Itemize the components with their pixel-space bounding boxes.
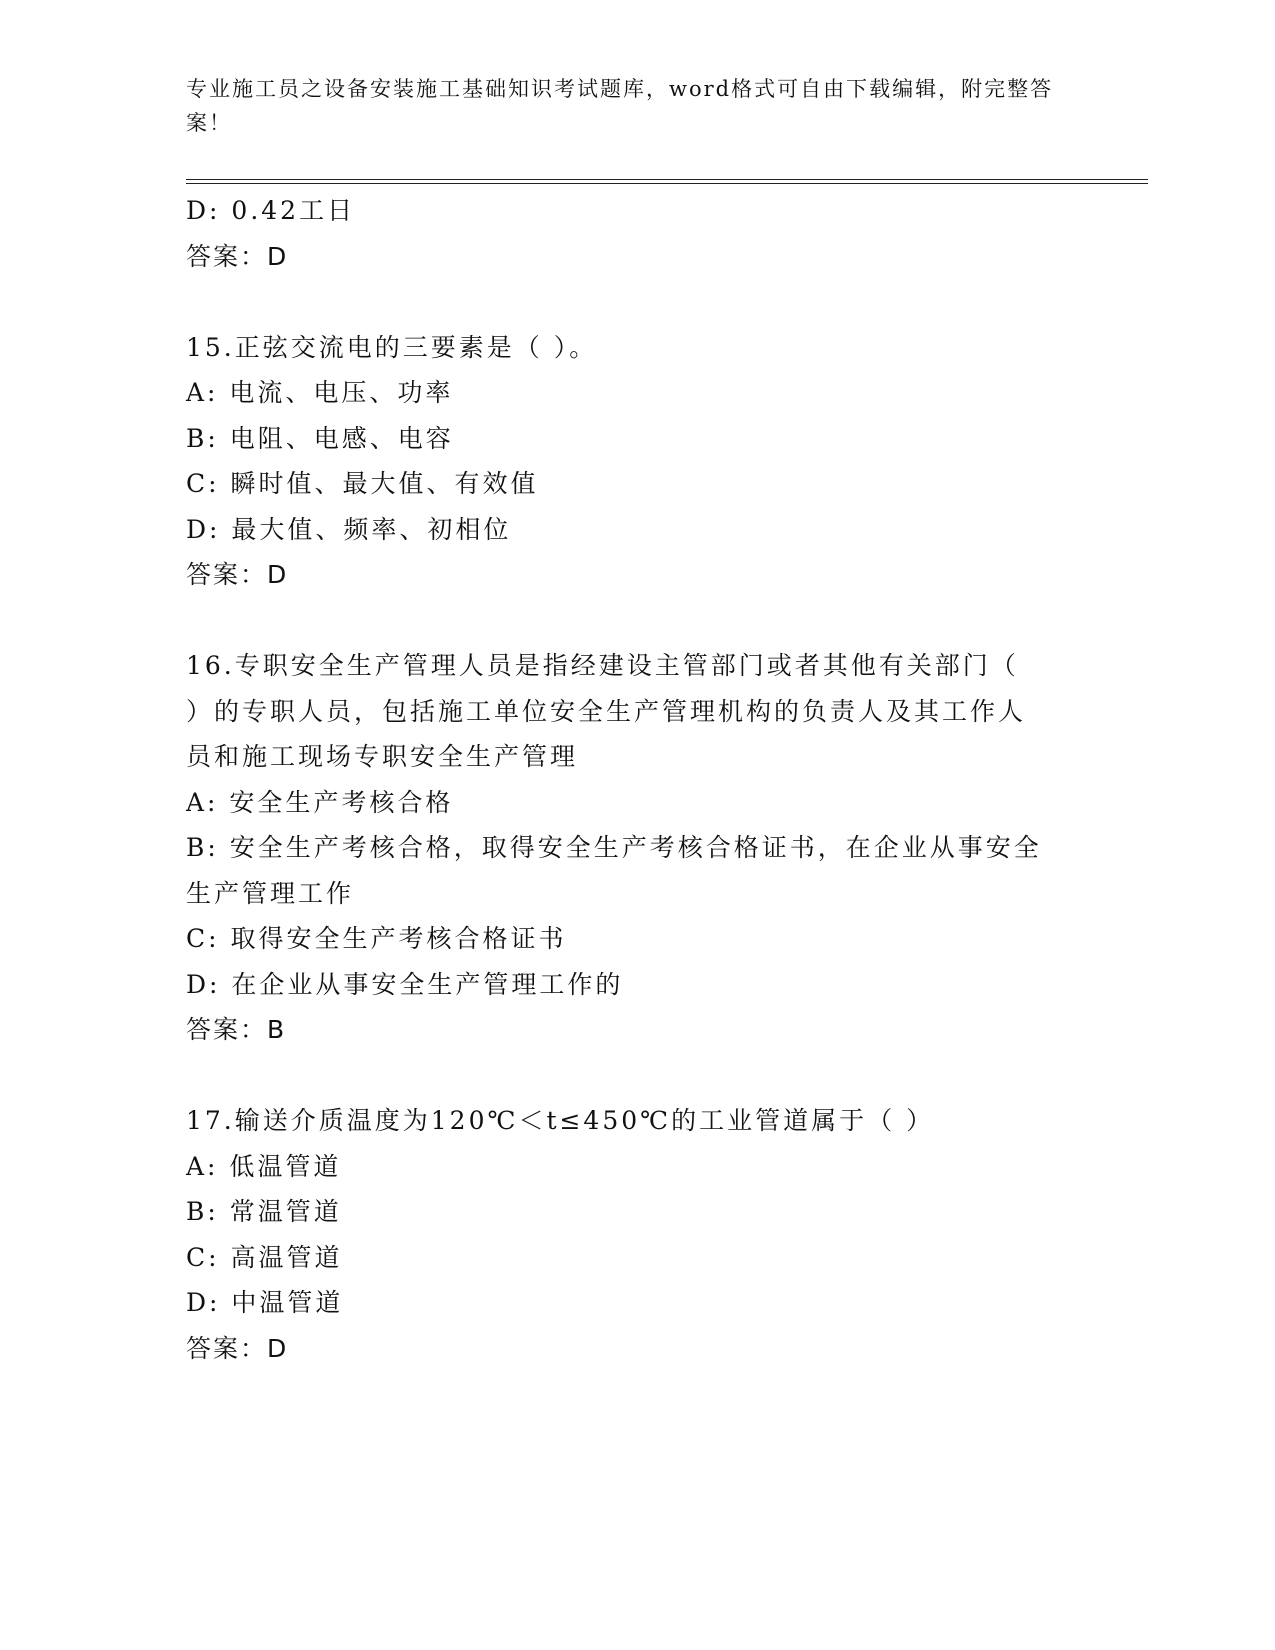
- question-16-stem-line-3: 员和施工现场专职安全生产管理: [186, 742, 579, 771]
- question-16-option-d: D: 在企业从事安全生产管理工作的: [186, 969, 624, 999]
- document-header: 专业施工员之设备安装施工基础知识考试题库，word格式可自由下载编辑，附完整答案！: [186, 77, 1054, 135]
- question-16-answer: 答案：B: [186, 1015, 287, 1044]
- answer-prev: 答案：D: [186, 241, 289, 271]
- spacer: [186, 1053, 1086, 1099]
- question-15-option-c: C: 瞬时值、最大值、有效值: [186, 469, 539, 498]
- header-divider-bottom: [186, 183, 1148, 184]
- question-16-stem-line-2: ）的专职人员，包括施工单位安全生产管理机构的负责人及其工作人: [186, 696, 1027, 726]
- question-15-stem: 15.正弦交流电的三要素是（ ）。: [186, 332, 598, 362]
- document-body: [186, 188, 1086, 1371]
- question-15-option-d: D: 最大值、频率、初相位: [186, 514, 512, 544]
- question-15-option-b: B: 电阻、电感、电容: [186, 423, 454, 453]
- spacer: [186, 598, 1086, 644]
- header-divider-top: [186, 179, 1148, 180]
- option-d-prev: D: 0.42工日: [186, 196, 356, 225]
- spacer: [186, 279, 1086, 325]
- question-16-stem-line-1: 16.专职安全生产管理人员是指经建设主管部门或者其他有关部门（: [186, 651, 1019, 680]
- question-16-option-c: C: 取得安全生产考核合格证书: [186, 924, 567, 953]
- question-17-option-b: B: 常温管道: [186, 1197, 342, 1226]
- question-16-option-b-line-2: 生产管理工作: [186, 878, 355, 908]
- question-17-option-a: A: 低温管道: [186, 1151, 342, 1181]
- question-16-option-b-line-1: B: 安全生产考核合格，取得安全生产考核合格证书，在企业从事安全: [186, 833, 1042, 862]
- question-16-option-a: A: 安全生产考核合格: [186, 787, 454, 817]
- question-15-answer: 答案：D: [186, 560, 289, 589]
- question-17-option-d: D: 中温管道: [186, 1288, 344, 1317]
- question-15-option-a: A: 电流、电压、功率: [186, 378, 454, 407]
- question-17-option-c: C: 高温管道: [186, 1242, 343, 1272]
- question-17-stem: 17.输送介质温度为120℃＜t≤450℃的工业管道属于（ ）: [186, 1106, 935, 1135]
- question-17-answer: 答案：D: [186, 1333, 289, 1363]
